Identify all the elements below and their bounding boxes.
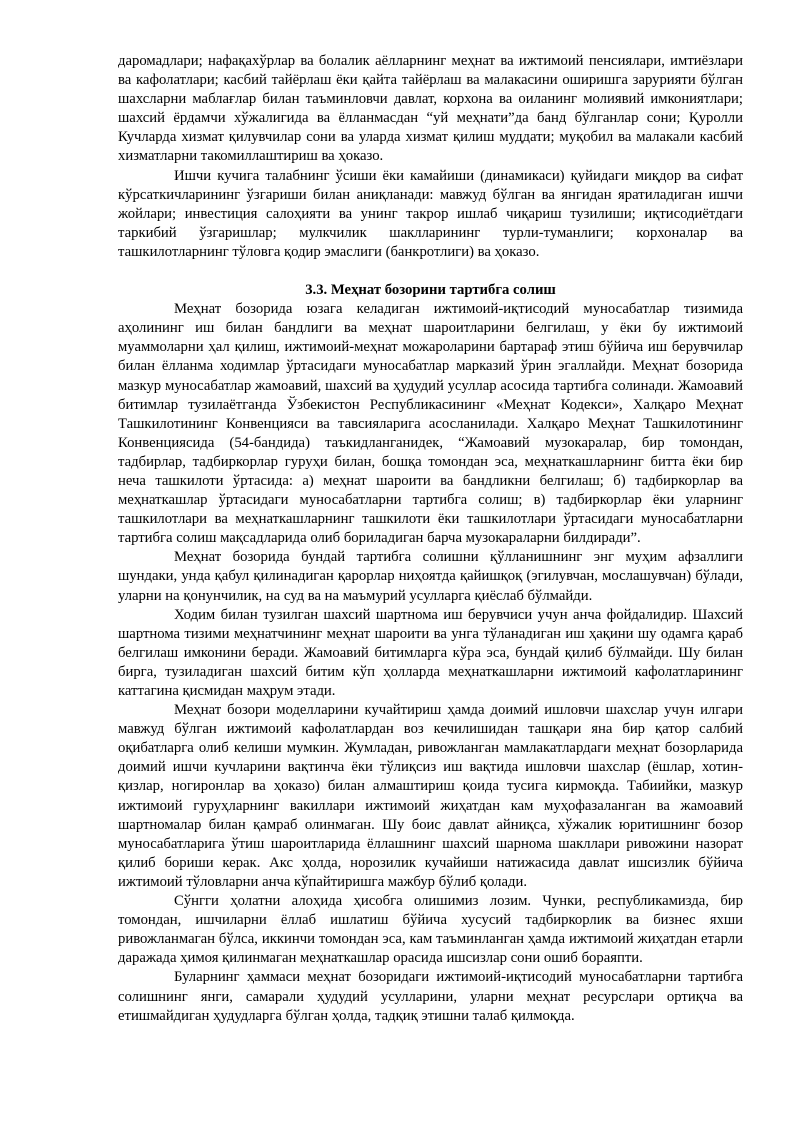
paragraph-latest-situation: Сўнгги ҳолатни алоҳида ҳисобга олишимиз лозим. Чунки, республикамизда, бир томондан, ишчиларни ёллаб ишлатиш бўйича хусусий тадбиркорлик ва бизнес яхши ривожланмаган бўлса, иккинчи томондан эса, кам таъминланган ҳамда ижтимоий жиҳатдан етарли даражада ҳимоя қилинмаган меҳнаткашлар орасида ишсизлар сони ошиб бораяпти. — [118, 893, 743, 967]
paragraph-labor-demand: Ишчи кучига талабнинг ўсиши ёки камайиши (динамикаси) қуйидаги миқдор ва сифат кўрсаткичларининг ўзгариши билан аниқланади: мавжуд бўлган ва янгидан яратиладиган ишчи жойлари; инвестиция салоҳияти ва унинг такрор ишлаб чиқариш тузилиши; иқтисодиётдаги таркибий ўзгаришлар; мулкчилик шаклларининг турли-туманлиги; корхоналар ва ташкилотларнинг тўловга қодир эмаслиги (банкротлиги) ва ҳоказо. — [118, 167, 743, 260]
paragraph-relations: Меҳнат бозорида юзага келадиган ижтимоий-иқтисодий муносабатлар тизимида аҳолининг иш билан бандлиги ва меҳнат шароитларини белгилаш, у ёки бу ижтимоий муаммоларни ҳал қилиш, ижтимоий-меҳнат можароларини бартараф этиш бўйича иш берувчилар билан ёлланма ходимлар ўртасидаги муносабатлар марказий ўрин эгаллайди. Меҳнат бозорида мазкур муносабатлар жамоавий, шахсий ва ҳудудий усуллар асосида тартибга солинади. Жамоавий битимлар тузилаётганда Ўзбекистон Республикасининг «Меҳнат Кодекси», Халқаро Меҳнат Ташкилотининг Конвенцияси ва тавсияларига асосланилади. Халқаро Меҳнат Ташкилотининг Конвенциясида (54-бандида) таъкидланганидек, “Жамоавий музокаралар, бир томондан, тадбирлар, тадбиркорлар гуруҳи билан, бошқа томондан эса, меҳнаткашларнинг битта ёки бир неча ташкилоти ўртасида: а) меҳнат шароити ва бандликни белгилаш; б) тадбиркорлар ва меҳнаткашлар ўртасидаги муносабатларни тартибга солиш; в) тадбиркорлар ёки уларнинг ташкилотлари ва меҳнаткашларнинг ташкилоти ёки ташкилотлари ўртасидаги муносабатларни тартибга солиш мақсадларида олиб бориладиган барча музокараларни билдиради”. — [118, 301, 743, 547]
section-heading: 3.3. Меҳнат бозорини тартибга солиш — [305, 282, 556, 299]
document-page — [118, 52, 743, 1026]
paragraph-continuation: даромадлари; нафақахўрлар ва болалик аёлларнинг меҳнат ва ижтимоий пенсиялари, имтиёзлари ва кафолатлари; касбий тайёрлаш ёки қайта тайёрлаш ва малакасини оширишга зарурияти бўлган шахсларни маблағлар билан таъминловчи давлат, корхона ва оиланинг молиявий имкониятлари; шахсий ёрдамчи хўжалигида ва ёлланмасдан “уй меҳнати”да банд бўлганлар сони; Қуролли Кучларда хизмат қилувчилар сони ва уларда хизмат қилиш муддати; муқобил ва малакали касбий хизматларни такомиллаштириш ва ҳоказо. — [118, 53, 743, 165]
paragraph-conclusion: Буларнинг ҳаммаси меҳнат бозоридаги ижтимоий-иқтисодий муносабатларни тартибга солишнинг янги, самарали ҳудудий усулларини, уларни меҳнат ресурслари ортиқча ва етишмайдиган ҳудудларга бўлган ҳолда, тадқиқ этишни талаб қилмоқда. — [118, 969, 743, 1024]
paragraph-personal-contract: Ходим билан тузилган шахсий шартнома иш берувчиси учун анча фойдалидир. Шахсий шартнома тизими меҳнатчининг меҳнат шароити ва унга тўланадиган иш ҳақини шу одамга қараб белгилаш имконини беради. Жамоавий битимларга кўра эса, бундай қилиб бўлмайди. Шу билан бирга, тузиладиган шахсий битим кўп ҳолларда меҳнаткашларни ижтимоий кафолатларининг каттагина қисмидан маҳрум этади. — [118, 606, 743, 699]
paragraph-advantage: Меҳнат бозорида бундай тартибга солишни қўлланишнинг энг муҳим афзаллиги шундаки, унда қабул қилинадиган қарорлар ниҳоятда қайишқоқ (эгилувчан, мослашувчан) бўлади, уларни на қонунчилик, на суд ва на маъмурий усулларга қиёслаб бўлмайди. — [118, 549, 743, 604]
paragraph-market-models: Меҳнат бозори моделларини кучайтириш ҳамда доимий ишловчи шахслар учун илгари мавжуд бўлган ижтимоий кафолатлардан воз кечилишидан ташқари яна бир қатор салбий оқибатларга олиб келиши мумкин. Жумладан, ривожланган мамлакатлардаги меҳнат бозорларида доимий ишчи кучларини вақтинча ёки тўлиқсиз иш вақтида ишловчи шахслар (ёшлар, хотин-қизлар, ногиронлар ва ҳоказо) билан алмаштириш қоида тусига кирмоқда. Табиийки, мазкур ижтимоий гуруҳларнинг вакиллари ижтимоий жиҳатдан кам муҳофазаланган ва жамоавий шартномалар билан қамраб олинмаган. Шу боис давлат айниқса, хўжалик юритишнинг бозор муносабатларига ўтиш шароитларида ёллашнинг шахсий шарнома шакллари ривожини назорат қилиб бориши керак. Акс ҳолда, норозилик кучайиши натижасида давлат ишсизлик бўйича ижтимоий тўловларни анча кўпайтиришга мажбур бўлиб қолади. — [118, 702, 743, 890]
